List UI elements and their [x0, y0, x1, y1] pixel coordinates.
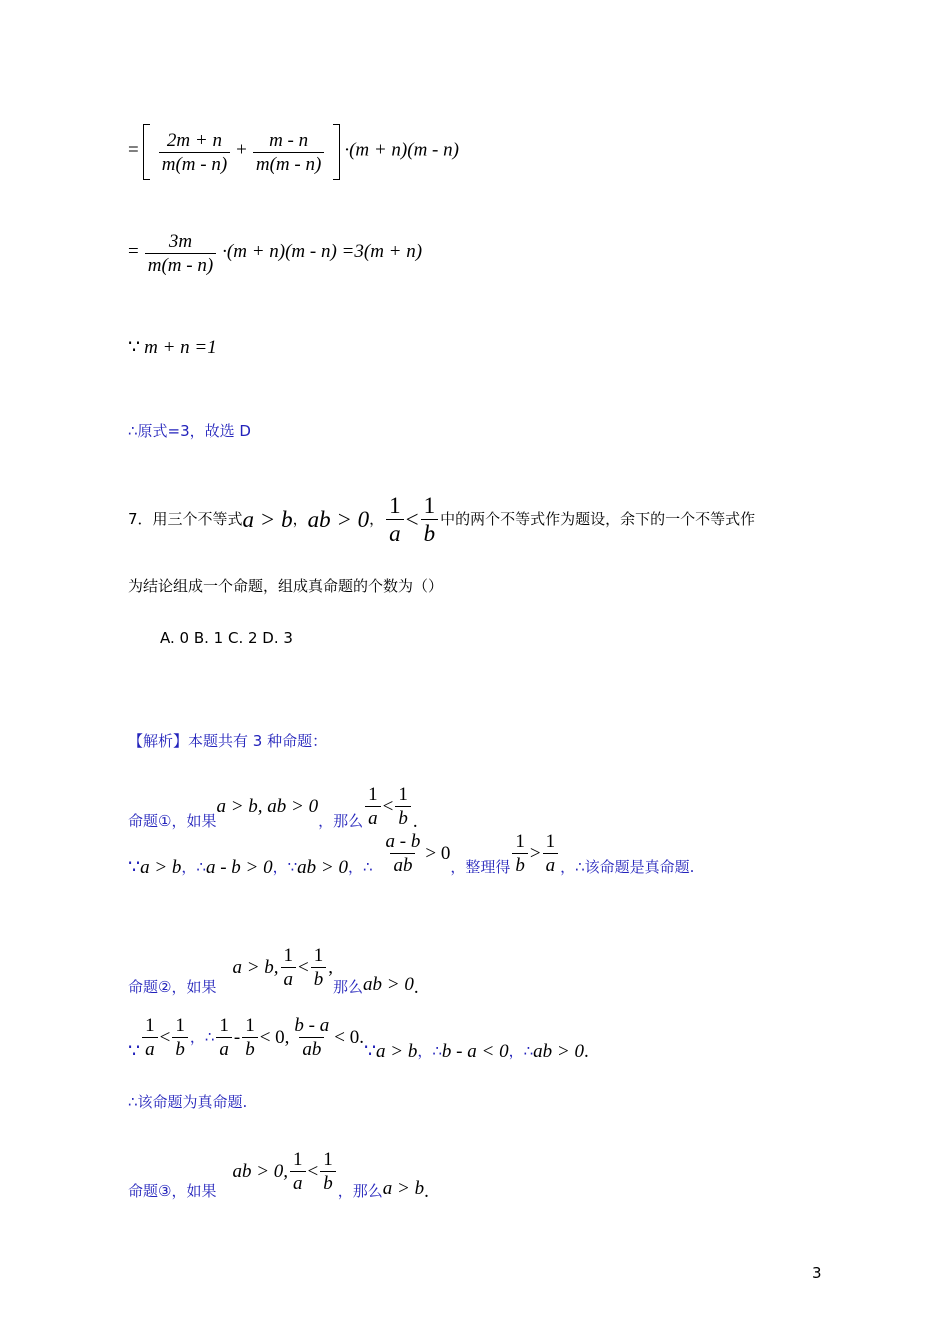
expression: m + n =1: [144, 337, 217, 358]
fraction: $\frac{1}{a}$: [365, 785, 381, 828]
question-7-line-1: 7．用三个不等式 a > b ， ab > 0 ， $\frac{1}{a}$ < $\frac{1}{b}$ 中的两个不等式作为题设，余下的一个不等式作: [128, 493, 756, 546]
left-bracket: [143, 124, 150, 180]
fraction: $\frac{1}{b}$: [320, 1150, 336, 1193]
equals-sign: =: [128, 241, 139, 263]
reasoning-2: ∵ $\frac{1}{a}$ < $\frac{1}{b}$ ，∴ $\frac{1}{a}$ - $\frac{1}{b}$ < 0, $\frac{b - a}{ab}$ < 0. ∵ a > b ，∴ b - a < 0 ，∴ ab > 0 .: [128, 1015, 589, 1062]
inequality: a > b: [242, 507, 293, 532]
expression: ·(m + n)(m - n): [344, 139, 459, 161]
reasoning-2-conclusion: ∴该命题为真命题.: [128, 1093, 248, 1111]
fraction: $\frac{1}{a}$: [142, 1016, 158, 1059]
expression: ·(m + n)(m - n) =3(m + n): [222, 241, 423, 263]
because-line: [128, 338, 217, 357]
fraction: $\frac{1}{b}$: [172, 1016, 188, 1059]
fraction: $\frac{a - b}{ab}$: [385, 831, 421, 876]
because-symbol: ∵: [128, 337, 141, 358]
fraction: $\frac{m - n}{m(m - n)}$: [253, 131, 324, 174]
question-text: 中的两个不等式作为题设，余下的一个不等式作: [440, 510, 756, 528]
page-number: 3: [812, 1264, 822, 1282]
inequality: ab > 0: [307, 507, 370, 532]
conclusion-line: ∴原式=3，故选 D: [128, 422, 251, 440]
equals-sign: =: [128, 139, 139, 161]
fraction: $\frac{3m}{m(m - n)}$: [145, 232, 216, 275]
right-bracket: [333, 124, 340, 180]
fraction: $\frac{1}{a}$: [386, 494, 404, 545]
fraction: $\frac{1}{a}$: [281, 946, 297, 989]
answer-options: A. 0 B. 1 C. 2 D. 3: [160, 629, 293, 647]
question-text: 7．用三个不等式: [128, 510, 243, 528]
equation-line-2: [128, 232, 422, 275]
fraction: $\frac{1}{b}$: [311, 946, 327, 989]
fraction: $\frac{1}{b}$: [512, 832, 528, 875]
fraction: $\frac{1}{b}$: [421, 494, 439, 545]
fraction: $\frac{1}{a}$: [543, 832, 559, 875]
proposition-2: 命题②，如果 a > b, $\frac{1}{a}$ < $\frac{1}{b}$ , 那么 ab > 0 .: [128, 945, 419, 998]
fraction: $\frac{1}{b}$: [395, 785, 411, 828]
fraction: $\frac{1}{a}$: [216, 1016, 232, 1059]
fraction: $\frac{1}{a}$: [290, 1150, 306, 1193]
equation-line-1: [128, 124, 459, 180]
plus-sign: +: [236, 139, 247, 161]
analysis-intro: 【解析】本题共有 3 种命题：: [128, 732, 328, 750]
reasoning-1: ∵ a > b ，∴ a - b > 0 ，∵ ab > 0 ，∴ $\frac{a - b}{ab}$ > 0 ，整理得 $\frac{1}{b}$ > $\frac{1}{a}$ ，∴该命题是真命题.: [128, 831, 695, 878]
fraction: $\frac{2m + n}{m(m - n)}$: [159, 131, 230, 174]
question-7-line-2: 为结论组成一个命题，组成真命题的个数为（）: [128, 577, 444, 595]
fraction: $\frac{1}{b}$: [242, 1016, 258, 1059]
proposition-1: 命题①，如果 a > b, ab > 0 ，那么 $\frac{1}{a}$ < $\frac{1}{b}$ .: [128, 784, 418, 832]
fraction: $\frac{b - a}{ab}$: [294, 1015, 330, 1060]
proposition-3: 命题③，如果 ab > 0, $\frac{1}{a}$ < $\frac{1}{b}$ ，那么 a > b .: [128, 1149, 429, 1202]
